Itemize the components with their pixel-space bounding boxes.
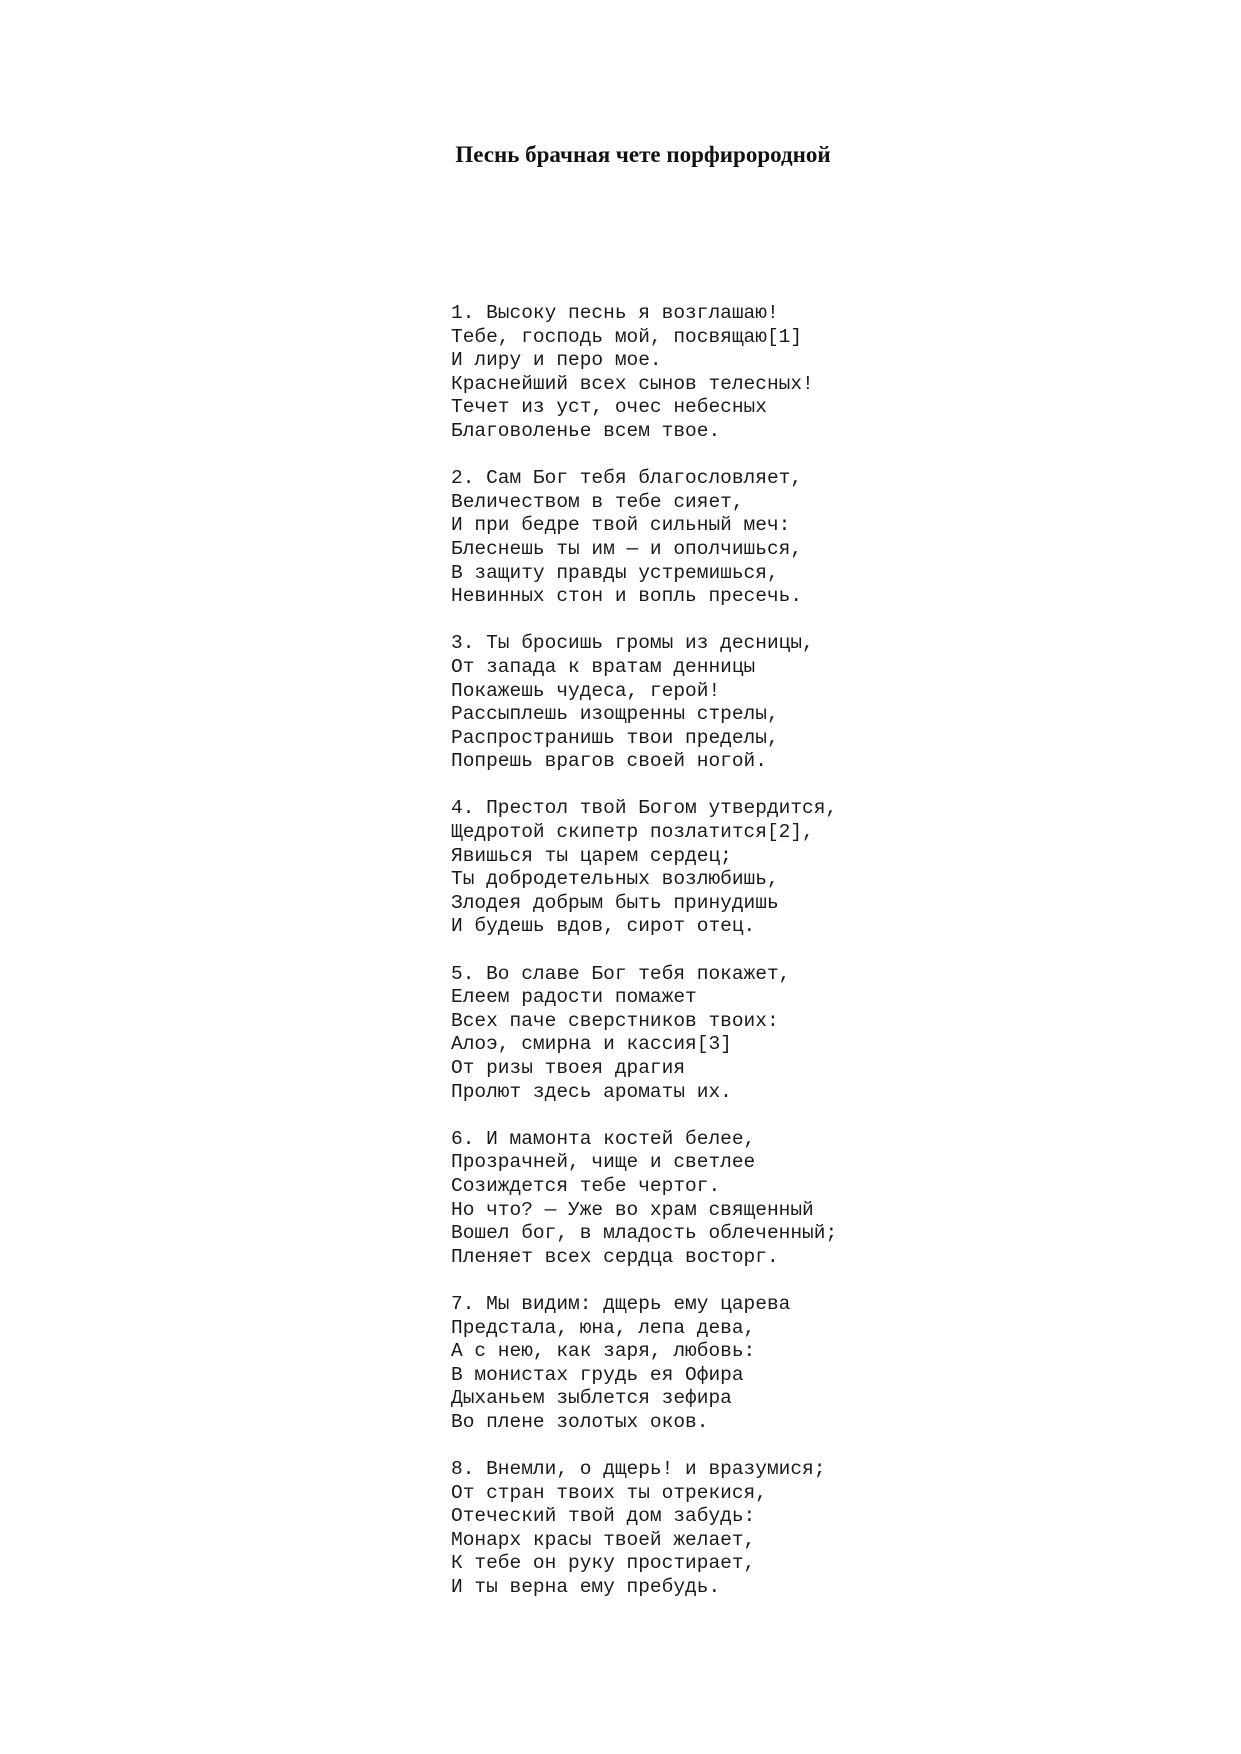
- poem-line: Пролют здесь ароматы их.: [451, 1080, 732, 1103]
- stanza-6: [451, 1128, 1151, 1270]
- poem-line: 8. Внемли, о дщерь! и вразумися;: [451, 1458, 826, 1481]
- poem-line: Явишься ты царем сердец;: [451, 844, 732, 867]
- poem-line: В монистах грудь ея Офира: [451, 1363, 744, 1386]
- stanza-2: [451, 467, 1151, 609]
- poem-line: Пленяет всех сердца восторг.: [451, 1245, 779, 1268]
- poem-line: Краснейший всех сынов телесных!: [451, 372, 814, 395]
- poem-line: Отеческий твой дом забудь:: [451, 1505, 756, 1528]
- poem-line: Предстала, юна, лепа дева,: [451, 1316, 756, 1339]
- page-title: Песнь брачная чете порфирородной: [455, 142, 831, 167]
- poem-line: Невинных стон и вопль пресечь.: [451, 585, 803, 608]
- poem-body: [451, 302, 1151, 1623]
- poem-line: Злодея добрым быть принудишь: [451, 891, 779, 914]
- poem-line: От ризы твоея драгия: [451, 1057, 686, 1079]
- poem-line: 3. Ты бросишь громы из десницы,: [451, 632, 814, 655]
- poem-line: 6. И мамонта костей белее,: [451, 1127, 756, 1150]
- poem-line: Вошел бог, в младость облеченный;: [451, 1222, 838, 1245]
- poem-line: И будешь вдов, сирот отец.: [451, 915, 756, 938]
- poem-line: Щедротой скипетр позлатится[2],: [451, 821, 814, 844]
- poem-line: Дыханьем зыблется зефира: [451, 1387, 732, 1410]
- poem-line: Рассыплешь изощренны стрелы,: [451, 703, 779, 726]
- poem-line: Всех паче сверстников твоих:: [451, 1009, 779, 1032]
- poem-line: И при бедре твой сильный меч:: [451, 514, 791, 537]
- poem-line: Прозрачней, чище и светлее: [451, 1151, 756, 1174]
- poem-line: А с нею, как заря, любовь:: [451, 1340, 756, 1363]
- stanza-1: [451, 302, 1151, 444]
- poem-line: Алоэ, смирна и кассия[3]: [451, 1033, 732, 1056]
- poem-line: 1. Высоку песнь я возглашаю!: [451, 302, 779, 324]
- poem-line: 4. Престол твой Богом утвердится,: [451, 797, 838, 820]
- stanza-7: [451, 1293, 1151, 1435]
- stanza-3: [451, 632, 1151, 774]
- poem-line: Ты добродетельных возлюбишь,: [451, 868, 779, 891]
- poem-line: 7. Мы видим: дщерь ему царева: [451, 1292, 791, 1315]
- poem-line: Елеем радости помажет: [451, 986, 697, 1009]
- poem-line: Созиждется тебе чертог.: [451, 1174, 721, 1197]
- poem-line: Блеснешь ты им — и ополчишься,: [451, 537, 803, 560]
- poem-line: К тебе он руку простирает,: [451, 1552, 756, 1575]
- poem-line: 5. Во славе Бог тебя покажет,: [451, 962, 791, 985]
- poem-line: От стран твоих ты отрекися,: [451, 1481, 767, 1504]
- poem-line: Покажешь чудеса, герой!: [451, 679, 721, 702]
- poem-line: Величеством в тебе сияет,: [451, 490, 744, 513]
- poem-line: От запада к вратам денницы: [451, 655, 756, 678]
- poem-line: 2. Сам Бог тебя благословляет,: [451, 467, 803, 490]
- poem-line: Тебе, господь мой, посвящаю[1]: [451, 325, 803, 348]
- stanza-8: [451, 1458, 1151, 1600]
- poem-line: И ты верна ему пребудь.: [451, 1576, 721, 1599]
- poem-line: В защиту правды устремишься,: [451, 561, 779, 584]
- stanza-4: [451, 797, 1151, 939]
- stanza-5: [451, 963, 1151, 1105]
- poem-line: Но что? — Уже во храм священный: [451, 1198, 814, 1221]
- poem-line: Попрешь врагов своей ногой.: [451, 750, 767, 773]
- poem-line: И лиру и перо мое.: [451, 349, 662, 372]
- poem-line: Во плене золотых оков.: [451, 1410, 709, 1433]
- poem-line: Благоволенье всем твое.: [451, 419, 721, 442]
- poem-line: Распространишь твои пределы,: [451, 726, 779, 749]
- poem-line: Течет из уст, очес небесных: [451, 396, 767, 419]
- poem-line: Монарх красы твоей желает,: [451, 1528, 756, 1551]
